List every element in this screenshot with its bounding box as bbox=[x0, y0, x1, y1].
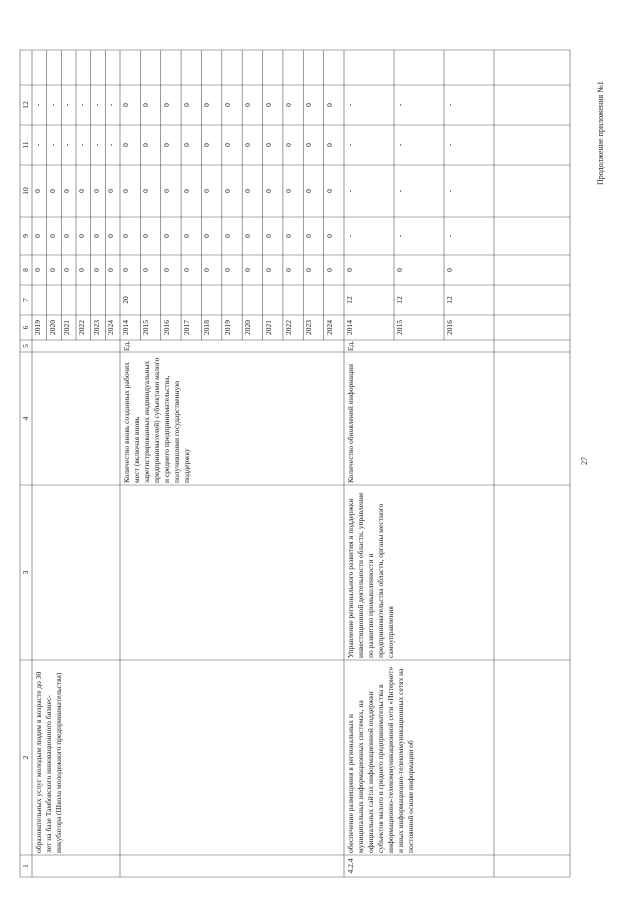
row-b-c12-2021: 0 bbox=[263, 103, 273, 107]
row-a-c10-2024: 0 bbox=[106, 189, 116, 193]
header-number-10: 10 bbox=[21, 187, 30, 195]
row-b-year-2022: 2022 bbox=[283, 320, 293, 335]
header-number-12: 12 bbox=[21, 101, 30, 109]
row-a-event-text: образовательных услуг молодым людям в возрасте до 30 лет на базе Тамбовского инновационного бизнес-инкубатора (Школа молодежного предпринимательства) bbox=[34, 671, 63, 853]
row-b-year-2020: 2020 bbox=[243, 320, 253, 335]
row-a-c10-2022: 0 bbox=[77, 189, 86, 193]
row-c-c8-2014: 0 bbox=[345, 268, 354, 272]
row-b-c9-2015: 0 bbox=[141, 234, 151, 238]
header-number-2: 2 bbox=[21, 755, 30, 760]
row-b-c10-2018: 0 bbox=[202, 189, 212, 193]
row-b-c7-2022 bbox=[284, 285, 304, 315]
row-b-c10-2019: 0 bbox=[222, 189, 232, 193]
header-number-6: 6 bbox=[21, 325, 30, 330]
row-c-c11-2015: - bbox=[395, 143, 404, 147]
row-a-c12-2023: - bbox=[91, 103, 101, 107]
row-b-c8-2023: 0 bbox=[304, 268, 314, 272]
row-b-c11-2015: 0 bbox=[141, 143, 151, 147]
row-c-event-text: обеспечение размещения в региональных и муниципальных информационных системах, на официальных сайтах информационной поддержки субъектов малого и среднего предпринимательства в информационно-телекоммуникационной сети «Интернет» и иных информационно-телекоммуникационных сетях на постоянной основе информации об bbox=[346, 666, 415, 853]
row-c-c10-2016: - bbox=[445, 189, 454, 193]
row-a-c11-2024: - bbox=[106, 143, 116, 147]
row-a-c9-2023: 0 bbox=[91, 234, 101, 238]
row-b-c8-2020: 0 bbox=[243, 268, 253, 272]
row-b-c8-2018: 0 bbox=[202, 268, 212, 272]
row-c-year-2014: 2014 bbox=[345, 320, 354, 335]
row-a-c10-2023: 0 bbox=[91, 189, 101, 193]
row-c-unit: Ед. bbox=[346, 340, 355, 352]
row-a-year-2024: 2024 bbox=[106, 320, 116, 335]
row-b-c12-2014: 0 bbox=[121, 103, 130, 107]
row-a-year-2023: 2023 bbox=[91, 320, 101, 335]
row-b-c12-2023: 0 bbox=[304, 103, 314, 107]
header-number-5: 5 bbox=[21, 344, 30, 348]
row-a-c8-2021: 0 bbox=[62, 268, 72, 272]
row-b-c11-2022: 0 bbox=[283, 143, 293, 147]
row-b-c10-2024: 0 bbox=[324, 189, 334, 193]
row-b-year-2021: 2021 bbox=[263, 320, 273, 335]
row-c-c8-2015: 0 bbox=[395, 268, 404, 272]
header-number-9: 9 bbox=[21, 234, 30, 238]
row-b-c7-2020 bbox=[243, 285, 263, 315]
row-b-c7-2016 bbox=[162, 285, 182, 315]
row-b-c8-2015: 0 bbox=[141, 268, 151, 272]
header-number-8: 8 bbox=[21, 268, 30, 272]
row-b-c10-2017: 0 bbox=[182, 189, 192, 193]
row-c-c7-2014: 12 bbox=[345, 296, 354, 304]
row-b-c10-2021: 0 bbox=[263, 189, 273, 193]
row-b-c11-2024: 0 bbox=[324, 143, 334, 147]
row-b-c9-2024: 0 bbox=[324, 234, 334, 238]
row-a-c12-2020: - bbox=[47, 103, 57, 107]
header-number-11: 11 bbox=[21, 141, 30, 149]
row-c-c11-2014: - bbox=[345, 143, 354, 147]
row-b-c12-2018: 0 bbox=[202, 103, 212, 107]
row-b-c8-2019: 0 bbox=[222, 268, 232, 272]
row-a-c9-2021: 0 bbox=[62, 234, 72, 238]
row-b-year-2017: 2017 bbox=[182, 320, 192, 335]
row-b-c10-2016: 0 bbox=[161, 189, 171, 193]
page-number: 27 bbox=[580, 457, 589, 465]
row-b-c9-2016: 0 bbox=[161, 234, 171, 238]
row-b-c12-2022: 0 bbox=[283, 103, 293, 107]
row-a-c10-2019: 0 bbox=[33, 189, 42, 193]
row-c-c8-2016: 0 bbox=[445, 268, 454, 272]
row-c-c7-2016: 12 bbox=[445, 296, 454, 304]
row-b-c10-2014: 0 bbox=[121, 189, 130, 193]
row-a-c11-2022: - bbox=[77, 143, 86, 147]
row-a-year-2021: 2021 bbox=[62, 320, 72, 335]
row-b-c9-2019: 0 bbox=[222, 234, 232, 238]
row-b-c11-2021: 0 bbox=[263, 143, 273, 147]
row-c-c9-2014: - bbox=[345, 234, 354, 238]
row-b-c11-2016: 0 bbox=[161, 143, 171, 147]
row-b-c8-2021: 0 bbox=[263, 268, 273, 272]
row-b-c11-2018: 0 bbox=[202, 143, 212, 147]
row-a-c9-2019: 0 bbox=[33, 234, 42, 238]
row-b-c11-2017: 0 bbox=[182, 143, 192, 147]
row-b-indicator: Количество вновь созданных рабочих мест (включая вновь зарегистрированных индивидуальных предпринимателей) субъектами малого и среднего предпринимательства, получившими государственную поддержку bbox=[122, 357, 191, 483]
row-c-year-2016: 2016 bbox=[445, 320, 454, 335]
row-b-c8-2014: 0 bbox=[121, 268, 130, 272]
row-a-c8-2020: 0 bbox=[47, 268, 57, 272]
row-b-year-2016: 2016 bbox=[161, 320, 171, 335]
row-b-c9-2014: 0 bbox=[121, 234, 130, 238]
row-a-c9-2020: 0 bbox=[47, 234, 57, 238]
row-b-c11-2014: 0 bbox=[121, 143, 130, 147]
row-b-year-2024: 2024 bbox=[324, 320, 334, 335]
row-c-c7-2015: 12 bbox=[395, 296, 404, 304]
row-b-c12-2017: 0 bbox=[182, 103, 192, 107]
row-b-c10-2015: 0 bbox=[141, 189, 151, 193]
row-b-c9-2022: 0 bbox=[283, 234, 293, 238]
header-number-7: 7 bbox=[21, 298, 30, 302]
row-a-c8-2019: 0 bbox=[33, 268, 42, 272]
row-a-c8-2023: 0 bbox=[91, 268, 101, 272]
row-b-c12-2019: 0 bbox=[222, 103, 232, 107]
row-b-c11-2020: 0 bbox=[243, 143, 253, 147]
row-b-year-2015: 2015 bbox=[141, 320, 151, 335]
row-a-year-2019: 2019 bbox=[33, 320, 42, 335]
row-b-year-2014: 2014 bbox=[121, 320, 130, 335]
row-a-c9-2024: 0 bbox=[106, 234, 116, 238]
appendix-continuation-note: Продолжение приложения №1 bbox=[596, 81, 605, 185]
row-c-c9-2015: - bbox=[395, 234, 404, 238]
row-c-number: 4.2.4 bbox=[346, 858, 355, 874]
row-b-c8-2017: 0 bbox=[182, 268, 192, 272]
row-b-c12-2024: 0 bbox=[324, 103, 334, 107]
row-b-c9-2021: 0 bbox=[263, 234, 273, 238]
row-b-c7-2023 bbox=[304, 285, 324, 315]
row-a-c11-2020: - bbox=[47, 143, 57, 147]
row-a-c12-2019: - bbox=[33, 103, 42, 107]
row-b-c12-2015: 0 bbox=[141, 103, 151, 107]
row-b-c12-2020: 0 bbox=[243, 103, 253, 107]
row-a-c12-2021: - bbox=[62, 103, 72, 107]
row-c-executor: Управление регионального развития и поддержки инвестиционной деятельности области, управление по развитию промышленности и предпринимательства области, органы местного самоуправления bbox=[346, 492, 395, 658]
row-b-c8-2016: 0 bbox=[161, 268, 171, 272]
row-a-c12-2024: - bbox=[106, 103, 116, 107]
row-b-c7-2014: 20 bbox=[121, 296, 130, 304]
row-b-c9-2023: 0 bbox=[304, 234, 314, 238]
row-b-c7-2019 bbox=[223, 285, 243, 315]
row-c-c9-2016: - bbox=[445, 234, 454, 238]
row-b-year-2019: 2019 bbox=[222, 320, 232, 335]
row-c-c12-2014: - bbox=[345, 103, 354, 107]
row-c-c10-2015: - bbox=[395, 189, 404, 193]
row-b-c11-2019: 0 bbox=[222, 143, 232, 147]
row-b-c8-2024: 0 bbox=[324, 268, 334, 272]
row-c-c12-2016: - bbox=[445, 103, 454, 107]
row-c-year-2015: 2015 bbox=[395, 320, 404, 335]
header-number-3: 3 bbox=[21, 570, 30, 575]
row-b-c7-2021 bbox=[264, 285, 284, 315]
row-b-c7-2017 bbox=[182, 285, 202, 315]
row-b-c9-2020: 0 bbox=[243, 234, 253, 238]
row-b-c12-2016: 0 bbox=[161, 103, 171, 107]
row-b-c7-2015 bbox=[141, 285, 161, 315]
header-number-1: 1 bbox=[21, 864, 30, 868]
row-a-c11-2019: - bbox=[33, 143, 42, 147]
row-a-c10-2021: 0 bbox=[62, 189, 72, 193]
row-b-c9-2018: 0 bbox=[202, 234, 212, 238]
row-c-c12-2015: - bbox=[395, 103, 404, 107]
row-b-unit: Ед. bbox=[122, 340, 131, 352]
row-b-c10-2020: 0 bbox=[243, 189, 253, 193]
row-b-year-2018: 2018 bbox=[202, 320, 212, 335]
row-a-c9-2022: 0 bbox=[77, 234, 86, 238]
row-b-year-2023: 2023 bbox=[304, 320, 314, 335]
header-number-4: 4 bbox=[21, 416, 30, 421]
row-c-c10-2014: - bbox=[345, 189, 354, 193]
row-b-c11-2023: 0 bbox=[304, 143, 314, 147]
row-a-c11-2023: - bbox=[91, 143, 101, 147]
row-a-c8-2024: 0 bbox=[106, 268, 116, 272]
row-c-indicator: Количество обновлений информации bbox=[346, 363, 355, 483]
row-b-c7-2018 bbox=[202, 285, 222, 315]
row-a-year-2020: 2020 bbox=[47, 320, 57, 335]
row-a-c11-2021: - bbox=[62, 143, 72, 147]
row-b-c10-2022: 0 bbox=[283, 189, 293, 193]
row-a-c10-2020: 0 bbox=[47, 189, 57, 193]
row-b-c9-2017: 0 bbox=[182, 234, 192, 238]
row-a-c8-2022: 0 bbox=[77, 268, 86, 272]
row-c-c11-2016: - bbox=[445, 143, 454, 147]
row-b-c8-2022: 0 bbox=[283, 268, 293, 272]
row-a-c12-2022: - bbox=[77, 103, 86, 107]
row-b-c7-2024 bbox=[325, 285, 345, 315]
row-b-c10-2023: 0 bbox=[304, 189, 314, 193]
row-a-year-2022: 2022 bbox=[77, 320, 86, 335]
